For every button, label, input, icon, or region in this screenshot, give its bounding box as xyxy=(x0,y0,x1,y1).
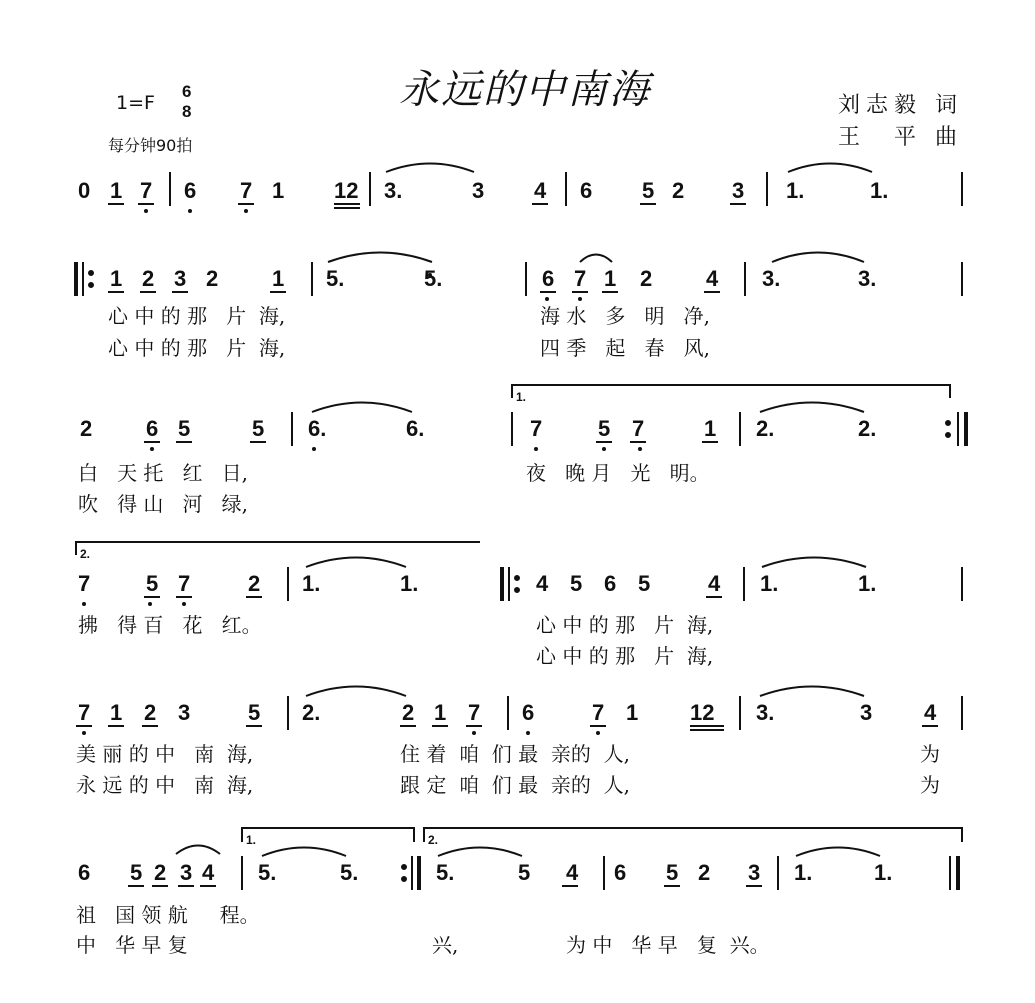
note: 2. xyxy=(858,416,877,441)
note: 5 xyxy=(638,571,651,596)
note: 6 xyxy=(78,860,91,885)
note: 5 xyxy=(642,178,655,203)
note: 5 xyxy=(178,416,191,441)
lyric-line: 心 中 的 那 片 海, xyxy=(108,304,286,328)
note: 2 xyxy=(640,266,653,291)
note: 5. xyxy=(436,860,455,885)
volta-2-label: 2. xyxy=(80,547,91,561)
note: 0 xyxy=(78,178,91,203)
lyric-line: 心 中 的 那 片 海, xyxy=(536,613,714,637)
note: 1 xyxy=(110,266,123,291)
time-signature-bottom: 8 xyxy=(182,102,192,121)
note: 5 xyxy=(570,571,583,596)
note: 1. xyxy=(794,860,813,885)
note: 7 xyxy=(178,571,191,596)
lyric-line: 心 中 的 那 片 海, xyxy=(536,644,714,668)
note: 2 xyxy=(402,700,415,725)
note: 5 xyxy=(518,860,531,885)
note: 12 xyxy=(690,700,715,725)
note: 6 xyxy=(614,860,627,885)
lyric-line: 夜 晚 月 光 明。 xyxy=(526,461,710,485)
note: 1. xyxy=(760,571,779,596)
note: 2 xyxy=(80,416,93,441)
time-signature-top: 6 xyxy=(182,82,192,101)
note: 1 xyxy=(626,700,639,725)
lyric-line: 海 水 多 明 净, xyxy=(540,304,710,328)
note: 5 xyxy=(252,416,265,441)
note: 2 xyxy=(144,700,157,725)
note: 7 xyxy=(140,178,153,203)
note: 4 xyxy=(536,571,549,596)
note: 1. xyxy=(874,860,893,885)
note: 6 xyxy=(580,178,593,203)
note: 7 xyxy=(78,571,91,596)
lyric-line: 为 xyxy=(920,773,940,797)
lyric-line: 为 xyxy=(920,742,940,766)
note: 6. xyxy=(406,416,425,441)
lyric-line: 美 丽 的 中 南 海, xyxy=(76,742,254,766)
key-label: 1=F xyxy=(116,92,155,114)
note: 1. xyxy=(786,178,805,203)
note: 3. xyxy=(762,266,781,291)
note: 3 xyxy=(472,178,485,203)
note: 1. xyxy=(302,571,321,596)
note: 4 xyxy=(534,178,547,203)
note: 5. xyxy=(424,266,443,291)
note: 2 xyxy=(698,860,711,885)
note: 1 xyxy=(434,700,447,725)
note: 3 xyxy=(180,860,193,885)
note: 12 xyxy=(334,178,359,203)
tempo-marking: 每分钟90拍 xyxy=(108,136,193,155)
note: 3 xyxy=(178,700,191,725)
note: 6. xyxy=(308,416,327,441)
note: 4 xyxy=(202,860,215,885)
note: 7 xyxy=(240,178,253,203)
note: 4 xyxy=(924,700,937,725)
note: 3 xyxy=(748,860,761,885)
note: 4 xyxy=(566,860,579,885)
note: 4 xyxy=(708,571,721,596)
note: 5 xyxy=(248,700,261,725)
note: 2 xyxy=(206,266,219,291)
note: 5. xyxy=(340,860,359,885)
note: 1. xyxy=(858,571,877,596)
song-title: 永远的中南海 xyxy=(399,67,651,113)
note: 6 xyxy=(522,700,535,725)
composer-credit: 王 平 曲 xyxy=(838,125,963,150)
lyric-line: 中 华 早 复 xyxy=(76,933,188,957)
lyric-line: 吹 得 山 河 绿, xyxy=(78,492,248,516)
lyricist-credit: 刘志毅 词 xyxy=(838,93,963,118)
note: 1. xyxy=(400,571,419,596)
note: 6 xyxy=(604,571,617,596)
note: 1. xyxy=(870,178,889,203)
lyric-line: 祖 国 领 航 程。 xyxy=(76,903,260,927)
note: 5 xyxy=(130,860,143,885)
note: 7 xyxy=(574,266,587,291)
note: 3 xyxy=(860,700,873,725)
note: 7 xyxy=(592,700,605,725)
lyric-line: 四 季 起 春 风, xyxy=(540,336,710,360)
lyric-line: 跟 定 咱 们 最 亲的 人, xyxy=(400,773,630,797)
note: 2 xyxy=(142,266,155,291)
lyric-line: 心 中 的 那 片 海, xyxy=(108,336,286,360)
note: 3. xyxy=(756,700,775,725)
note: 5 xyxy=(598,416,611,441)
note: 2. xyxy=(302,700,321,725)
note: 1 xyxy=(604,266,617,291)
note: 1 xyxy=(272,266,285,291)
note: 7 xyxy=(78,700,91,725)
volta-2-label: 2. xyxy=(428,833,439,847)
note: 2 xyxy=(672,178,685,203)
note: 4 xyxy=(706,266,719,291)
note: 1 xyxy=(272,178,285,203)
volta-1-label: 1. xyxy=(246,833,257,847)
note: 2. xyxy=(756,416,775,441)
note: 5. xyxy=(258,860,277,885)
note: 1 xyxy=(110,178,123,203)
volta-1-label: 1. xyxy=(516,390,527,404)
note: 7 xyxy=(530,416,543,441)
note: 2 xyxy=(248,571,261,596)
note: 6 xyxy=(146,416,159,441)
note: 6 xyxy=(542,266,555,291)
lyric-line: 兴, xyxy=(432,933,459,957)
note: 1 xyxy=(110,700,123,725)
note: 3. xyxy=(858,266,877,291)
note: 7 xyxy=(632,416,645,441)
note: 3 xyxy=(174,266,187,291)
note: 5 xyxy=(666,860,679,885)
note: 6 xyxy=(184,178,197,203)
lyric-line: 住 着 咱 们 最 亲的 人, xyxy=(400,742,630,766)
lyric-line: 永 远 的 中 南 海, xyxy=(76,773,254,797)
note: 7 xyxy=(468,700,481,725)
lyric-line: 白 天 托 红 日, xyxy=(78,461,248,485)
note: 1 xyxy=(704,416,717,441)
lyric-line: 为 中 华 早 复 兴。 xyxy=(566,933,770,957)
note: 5. xyxy=(326,266,345,291)
note: 3. xyxy=(384,178,403,203)
note: 3 xyxy=(732,178,745,203)
note: 5 xyxy=(146,571,159,596)
lyric-line: 拂 得 百 花 红。 xyxy=(78,613,262,637)
note: 2 xyxy=(154,860,167,885)
